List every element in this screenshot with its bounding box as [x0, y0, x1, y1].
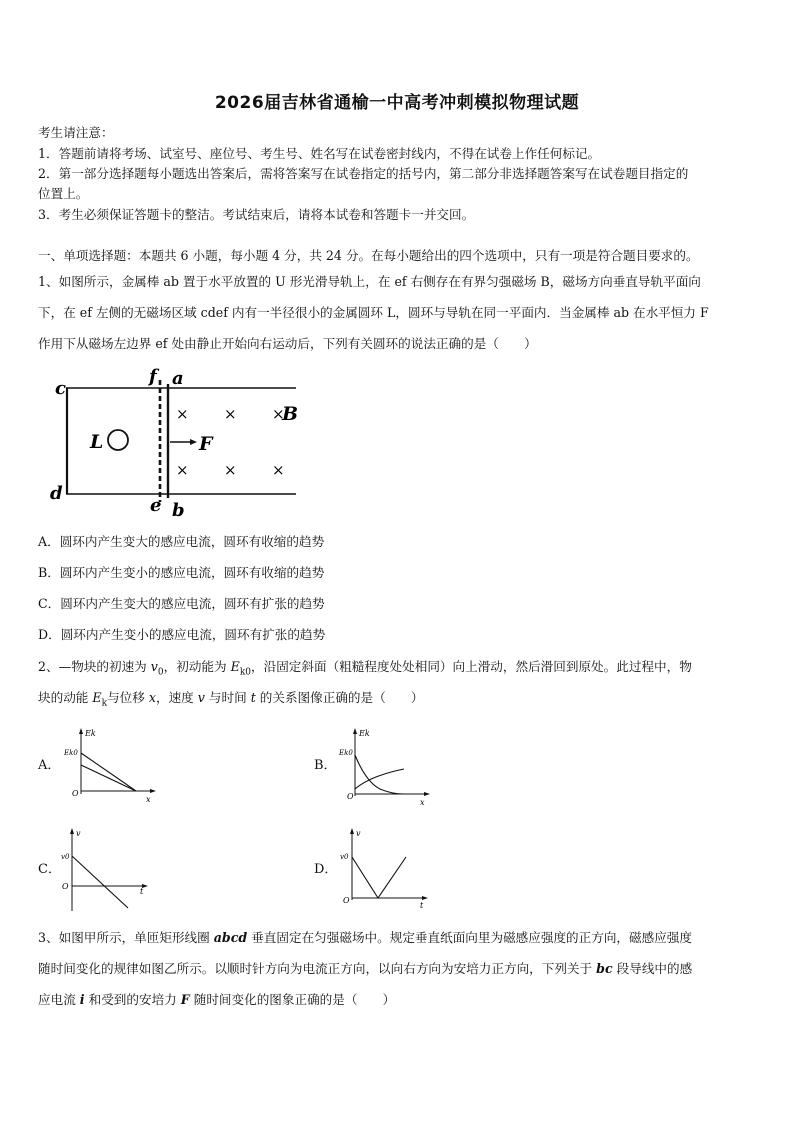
label-force-F: F — [199, 433, 213, 455]
graph-d-origin: O — [343, 896, 350, 905]
notice-item-2: 2．第一部分选择题每小题选出答案后，需将答案写在试卷指定的括号内，第二部分非选择题答案写在试卷题目指定的 — [38, 166, 689, 181]
field-cross: × — [176, 461, 189, 479]
label-field-B: B — [282, 403, 299, 425]
section-heading: 一、单项选择题：本题共 6 小题，每小题 4 分，共 24 分。在每小题给出的四个选项中，只有一项是符合题目要求的。 — [38, 248, 699, 263]
graph-b-origin: O — [347, 792, 354, 801]
label-d: d — [50, 483, 63, 504]
q1-line-2: 下，在 ef 左侧的无磁场区域 cdef 内有一半径很小的金属圆环 L，圆环与导轨在同一平面内．当金属棒 ab 在水平恒力 F — [38, 305, 709, 320]
q3-line-1: 3、如图甲所示，单匝矩形线圈 abcd 垂直固定在匀强磁场中。规定垂直纸面向里为磁感应强度的正方向，磁感应强度 — [38, 930, 692, 945]
q1-option-c: C．圆环内产生变大的感应电流，圆环有扩张的趋势 — [38, 596, 325, 611]
field-cross: × — [224, 405, 237, 423]
graph-c-ylabel: v — [76, 829, 81, 838]
notice-heading: 考生请注意： — [38, 125, 114, 140]
q2-option-b-label: B． — [314, 758, 337, 773]
graph-b-y0: Ek0 — [339, 749, 353, 757]
q3-line-3: 应电流 i 和受到的安培力 F 随时间变化的图象正确的是（ ） — [38, 992, 396, 1007]
field-cross: × — [176, 405, 189, 423]
field-cross: × — [272, 461, 285, 479]
label-a: a — [172, 368, 184, 389]
q1-circuit-figure — [44, 360, 304, 522]
q1-option-b: B．圆环内产生变小的感应电流，圆环有收缩的趋势 — [38, 565, 325, 580]
field-cross: × — [272, 405, 285, 423]
label-f: f — [149, 366, 157, 387]
graph-c-xlabel: t — [140, 887, 144, 896]
q2-option-d-label: D． — [314, 862, 338, 877]
q2-line-2: 块的动能 $E_k$与位移 x，速度 v 与时间 t 的关系图像正确的是（ ） — [38, 690, 424, 709]
notice-item-3: 3．考生必须保证答题卡的整洁。考试结束后，请将本试卷和答题卡一并交回。 — [38, 207, 475, 222]
q1-line-3: 作用下从磁场左边界 ef 处由静止开始向右运动后，下列有关圆环的说法正确的是（ ） — [38, 336, 537, 351]
graph-d-y0: v0 — [340, 853, 349, 861]
graph-a-y0: Ek0 — [64, 749, 78, 757]
graph-c-y0: v0 — [61, 853, 70, 861]
q3-line-2: 随时间变化的规律如图乙所示。以顺时针方向为电流正方向，以向右方向为安培力正方向，下列关于 bc 段导线中的感 — [38, 961, 693, 976]
label-e: e — [150, 495, 162, 516]
graph-b-ylabel: Ek — [359, 729, 370, 738]
q2-graph-a — [60, 724, 160, 804]
page-title: 2026届吉林省通榆一中高考冲刺模拟物理试题 — [214, 93, 580, 113]
label-ring-L: L — [90, 431, 104, 453]
graph-d-ylabel: v — [356, 829, 361, 838]
graph-a-ylabel: Ek — [85, 729, 96, 738]
field-cross: × — [224, 461, 237, 479]
q1-option-a: A．圆环内产生变大的感应电流，圆环有收缩的趋势 — [38, 534, 325, 549]
graph-b-xlabel: x — [420, 798, 425, 807]
graph-a-xlabel: x — [146, 795, 151, 804]
label-c: c — [55, 378, 66, 399]
notice-item-2-cont: 位置上。 — [38, 186, 89, 201]
label-b: b — [172, 500, 185, 521]
q2-graph-b — [336, 724, 436, 809]
q2-option-c-label: C． — [38, 862, 61, 877]
q1-option-d: D．圆环内产生变小的感应电流，圆环有扩张的趋势 — [38, 627, 326, 642]
q2-graph-c — [60, 826, 160, 916]
q2-graph-d — [336, 826, 436, 916]
q2-option-a-label: A． — [38, 758, 61, 773]
graph-d-xlabel: t — [420, 901, 424, 910]
graph-c-origin: O — [62, 882, 69, 891]
notice-item-1: 1．答题前请将考场、试室号、座位号、考生号、姓名写在试卷密封线内，不得在试卷上作任何标记。 — [38, 146, 601, 161]
q2-line-1: 2、—物块的初速为 $v_0$，初动能为 $E_{k0}$，沿固定斜面（粗糙程度处处相同）向上滑动，然后滑回到原处。此过程中，物 — [38, 659, 692, 678]
graph-a-origin: O — [72, 789, 79, 798]
q1-line-1: 1、如图所示，金属棒 ab 置于水平放置的 U 形光滑导轨上，在 ef 右侧存在有界匀强磁场 B，磁场方向垂直导轨平面向 — [38, 274, 701, 289]
